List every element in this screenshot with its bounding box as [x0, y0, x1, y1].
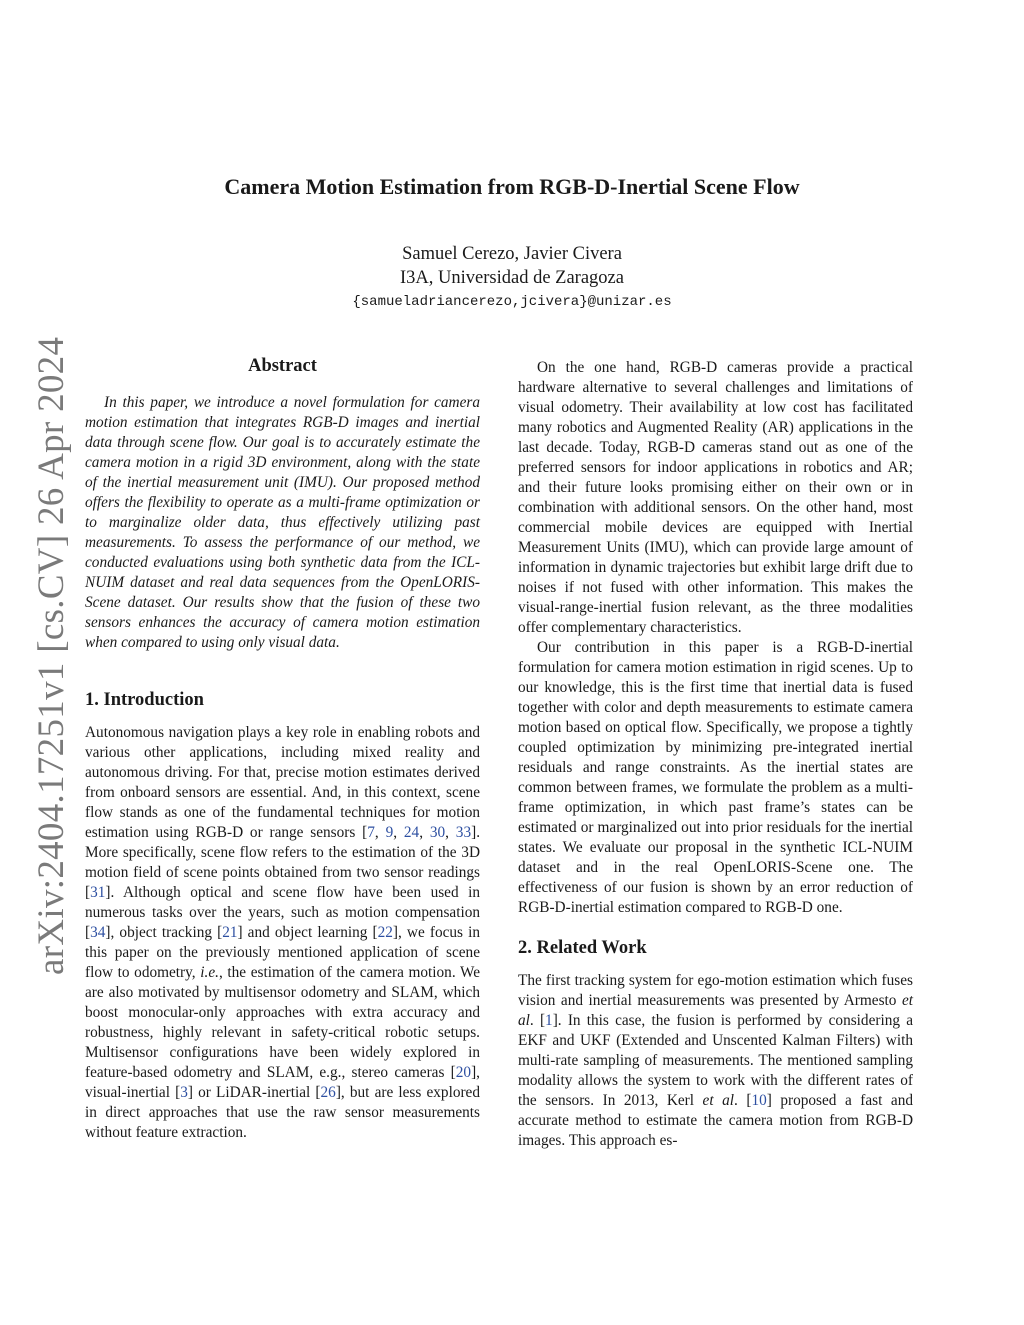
citation-link[interactable]: 9: [385, 824, 394, 841]
citation-link[interactable]: 34: [90, 924, 106, 941]
citation-link[interactable]: 26: [320, 1084, 336, 1101]
abstract-text: In this paper, we introduce a novel formulation for camera motion estimation that integrates RGB-D images and inertial data through scene flow. Our goal is to accurately estimate the camera motion in a rigid 3D environment, along with the state of the inertial measurement unit (IMU). Our proposed method offers the flexibility to operate as a multi-frame optimization or to marginalize older data, thus effectively utilizing past measurements. To assess the performance of our method, we conducted evaluations using both synthetic data from the ICL-NUIM dataset and real data sequences from the OpenLORIS-Scene dataset. Our results show that the fusion of these two sensors enhances the accuracy of camera motion estimation when compared to using only visual data.: [85, 394, 480, 651]
introduction-heading: 1. Introduction: [85, 690, 204, 710]
author-names: Samuel Cerezo, Javier Civera: [402, 244, 622, 264]
citation-link[interactable]: 7: [367, 824, 375, 841]
related-work-heading: 2. Related Work: [518, 938, 647, 958]
introduction-paragraph: Autonomous navigation plays a key role in enabling robots and various other applications, including mixed reality and autonomous driving. For that, precise motion estimates derived from onboard sensors are essential. And, in this context, scene flow stands as one of the fundamental techniques for motion estimation using RGB-D or range sensors [7, 9, 24, 30, 33]. More specifically, scene flow refers to the estimation of the 3D motion field of scene points obtained from two sensor readings [31]. Although optical and scene flow have been used in numerous tasks over the years, such as motion compensation [34], object tracking [21] and object learning [22], we focus in this paper on the previously mentioned application of scene flow to odometry, i.e., the estimation of the camera motion. We are also motivated by multisensor odometry and SLAM, which boost monocular-only approaches with extra accuracy and robustness, highly relevant in safety-critical robotic setups. Multisensor configurations have been widely explored in feature-based odometry and SLAM, e.g., stereo cameras [20], visual-inertial [3] or LiDAR-inertial [26], but are less explored in direct approaches that use the raw sensor measurements without feature extraction.: [85, 724, 481, 1141]
citation-link[interactable]: 1: [545, 1012, 553, 1029]
contribution-paragraph: Our contribution in this paper is a RGB-D-inertial formulation for camera motion estimation in rigid scenes. Up to our knowledge, this is the first time that inertial data is fused together with color and depth measurements to estimate camera motion based on optical flow. Specifically, we propose a tightly coupled optimization by minimizing pre-integrated inertial residuals and range constraints. As the inertial states are common between frames, we formulate the problem as a multi-frame optimization, in which past frame’s states can be estimated or marginalized out into prior residuals for the inertial states. We evaluate our proposal in the synthetic ICL-NUIM dataset and in the real OpenLORIS-Scene one. The effectiveness of our fusion is shown by an error reduction of RGB-D-inertial estimation compared to RGB-D one.: [518, 639, 913, 916]
author-affiliation: I3A, Universidad de Zaragoza: [400, 268, 624, 288]
citation-link[interactable]: 31: [90, 884, 106, 901]
author-block: [0, 242, 1024, 314]
citation-link[interactable]: 22: [377, 924, 393, 941]
citation-link[interactable]: 24: [403, 824, 420, 841]
author-email[interactable]: {samueladriancerezo,jcivera}@unizar.es: [352, 294, 672, 310]
citation-link[interactable]: 3: [180, 1084, 188, 1101]
citation-link[interactable]: 21: [222, 924, 238, 941]
paper-title: Camera Motion Estimation from RGB-D-Inertial Scene Flow: [224, 174, 800, 199]
intro-paragraph-rgbd: On the one hand, RGB-D cameras provide a practical hardware alternative to several challenges and limitations of visual odometry. Their availability at low cost has facilitated many robotics and Augmented Reality (AR) applications in the last decade. Today, RGB-D cameras stand out as one of the preferred sensors for indoor applications in robotics and AR; and their future looks promising either on their own or in combination with additional sensors. On the other hand, most commercial mobile devices are equipped with Inertial Measurement Units (IMU), which can provide large amount of information in dynamic trajectories but exhibit large drift due to noises if not fused with other information. This makes the visual-range-inertial fusion relevant, as the three modalities offer complementary characteristics.: [518, 359, 913, 636]
citation-link[interactable]: 20: [455, 1064, 472, 1081]
left-column: [85, 356, 480, 1143]
citation-link[interactable]: 33: [455, 824, 472, 841]
related-work-paragraph: The first tracking system for ego-motion estimation which fuses vision and inertial measurements was presented by Armesto et al. [1]. In this case, the fusion is performed by considering a EKF and UKF (Extended and Unscented Kalman Filters) with multi-rate sampling of measurements. The mentioned sampling modality allows the system to work with the different rates of the sensors. In 2013, Kerl et al. [10] proposed a fast and accurate method to estimate the camera motion from RGB-D images. This approach es-: [518, 972, 913, 1149]
arxiv-identifier-stamp: arXiv:2404.17251v1 [cs.CV] 26 Apr 2024: [31, 336, 72, 975]
citation-link[interactable]: 30: [429, 824, 446, 841]
right-column: [518, 358, 913, 1151]
abstract-heading: Abstract: [248, 356, 317, 376]
citation-link[interactable]: 10: [751, 1092, 767, 1109]
